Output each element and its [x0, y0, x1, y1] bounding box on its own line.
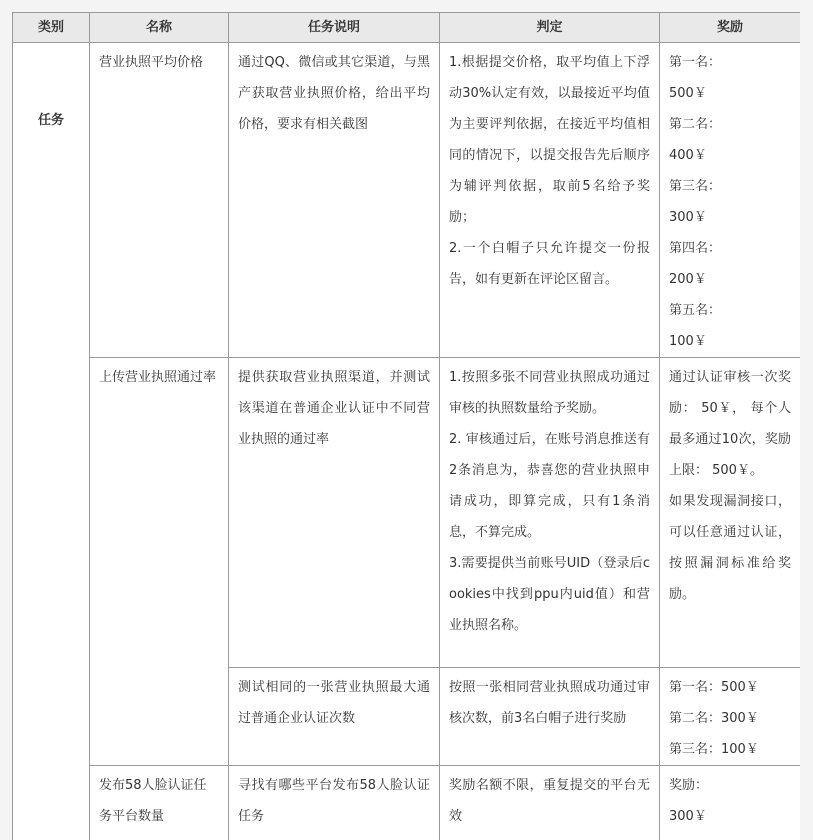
reward-line: 如果发现漏洞接口，可以任意通过认证，按照漏洞标准给奖励。 [669, 494, 791, 602]
judgement-line: 1.按照多张不同营业执照成功通过审核的执照数量给予奖励。 [449, 370, 650, 416]
reward-cell [660, 668, 801, 766]
table-row [13, 766, 801, 840]
reward-line: 500￥ [669, 86, 707, 101]
reward-cell [660, 358, 801, 668]
reward-line: 400￥ [669, 148, 707, 163]
task-desc-cell: 提供获取营业执照渠道，并测试该渠道在普通企业认证中不同营业执照的通过率 [229, 358, 440, 668]
task-table [12, 12, 800, 840]
header-judgement: 判定 [440, 13, 660, 43]
header-category: 类别 [13, 13, 90, 43]
task-table-container [12, 12, 800, 840]
reward-line: 第一名：500￥ [669, 680, 759, 695]
reward-line: 第二名： [669, 117, 722, 132]
reward-line: 200￥ [669, 272, 707, 287]
judgement-line: 按照一张相同营业执照成功通过审核次数，前3名白帽子进行奖励 [449, 680, 650, 726]
reward-line: 通过认证审核一次奖励： 50￥， 每个人最多通过10次，奖励上限： 500￥。 [669, 370, 791, 478]
judgement-line: 3.需要提供当前账号UID（登录后cookies中找到ppu内uid值）和营业执照名称。 [449, 556, 650, 633]
reward-line: 第五名： [669, 303, 722, 318]
reward-line: 100￥ [669, 334, 707, 349]
header-row [13, 13, 801, 43]
reward-line: 第一名： [669, 55, 722, 70]
table-row [13, 358, 801, 668]
task-name-cell: 上传营业执照通过率 [90, 358, 229, 766]
judgement-cell [440, 668, 660, 766]
reward-line: 第二名：300￥ [669, 711, 759, 726]
task-name-cell: 发布58人脸认证任务平台数量 [90, 766, 229, 840]
judgement-cell [440, 358, 660, 668]
task-desc-cell: 测试相同的一张营业执照最大通过普通企业认证次数 [229, 668, 440, 766]
reward-line: 第三名： [669, 179, 722, 194]
reward-cell [660, 43, 801, 358]
header-name: 名称 [90, 13, 229, 43]
judgement-line: 1.根据提交价格，取平均值上下浮动30%认定有效，以最接近平均值为主要评判依据，在接近平均值相同的情况下，以提交报告先后顺序为辅评判依据，取前5名给予奖励； [449, 55, 650, 225]
reward-line: 300￥ [669, 809, 707, 824]
reward-cell [660, 766, 801, 840]
judgement-line: 2. 审核通过后，在账号消息推送有2条消息为，恭喜您的营业执照申请成功，即算完成，只有1条消息，不算完成。 [449, 432, 650, 540]
reward-line: 第三名：100￥ [669, 742, 759, 757]
table-row [13, 43, 801, 358]
reward-line: 300￥ [669, 210, 707, 225]
category-cell: 任务 [13, 43, 90, 840]
judgement-cell [440, 43, 660, 358]
judgement-cell [440, 766, 660, 840]
task-desc-cell: 寻找有哪些平台发布58人脸认证任务 [229, 766, 440, 840]
task-name-cell: 营业执照平均价格 [90, 43, 229, 358]
header-reward: 奖励 [660, 13, 801, 43]
judgement-line: 奖励名额不限，重复提交的平台无效 [449, 778, 650, 824]
header-description: 任务说明 [229, 13, 440, 43]
reward-line: 第四名： [669, 241, 722, 256]
reward-line: 奖励： [669, 778, 709, 793]
judgement-line: 2.一个白帽子只允许提交一份报告，如有更新在评论区留言。 [449, 241, 650, 287]
task-desc-cell: 通过QQ、微信或其它渠道，与黑产获取营业执照价格，给出平均价格，要求有相关截图 [229, 43, 440, 358]
